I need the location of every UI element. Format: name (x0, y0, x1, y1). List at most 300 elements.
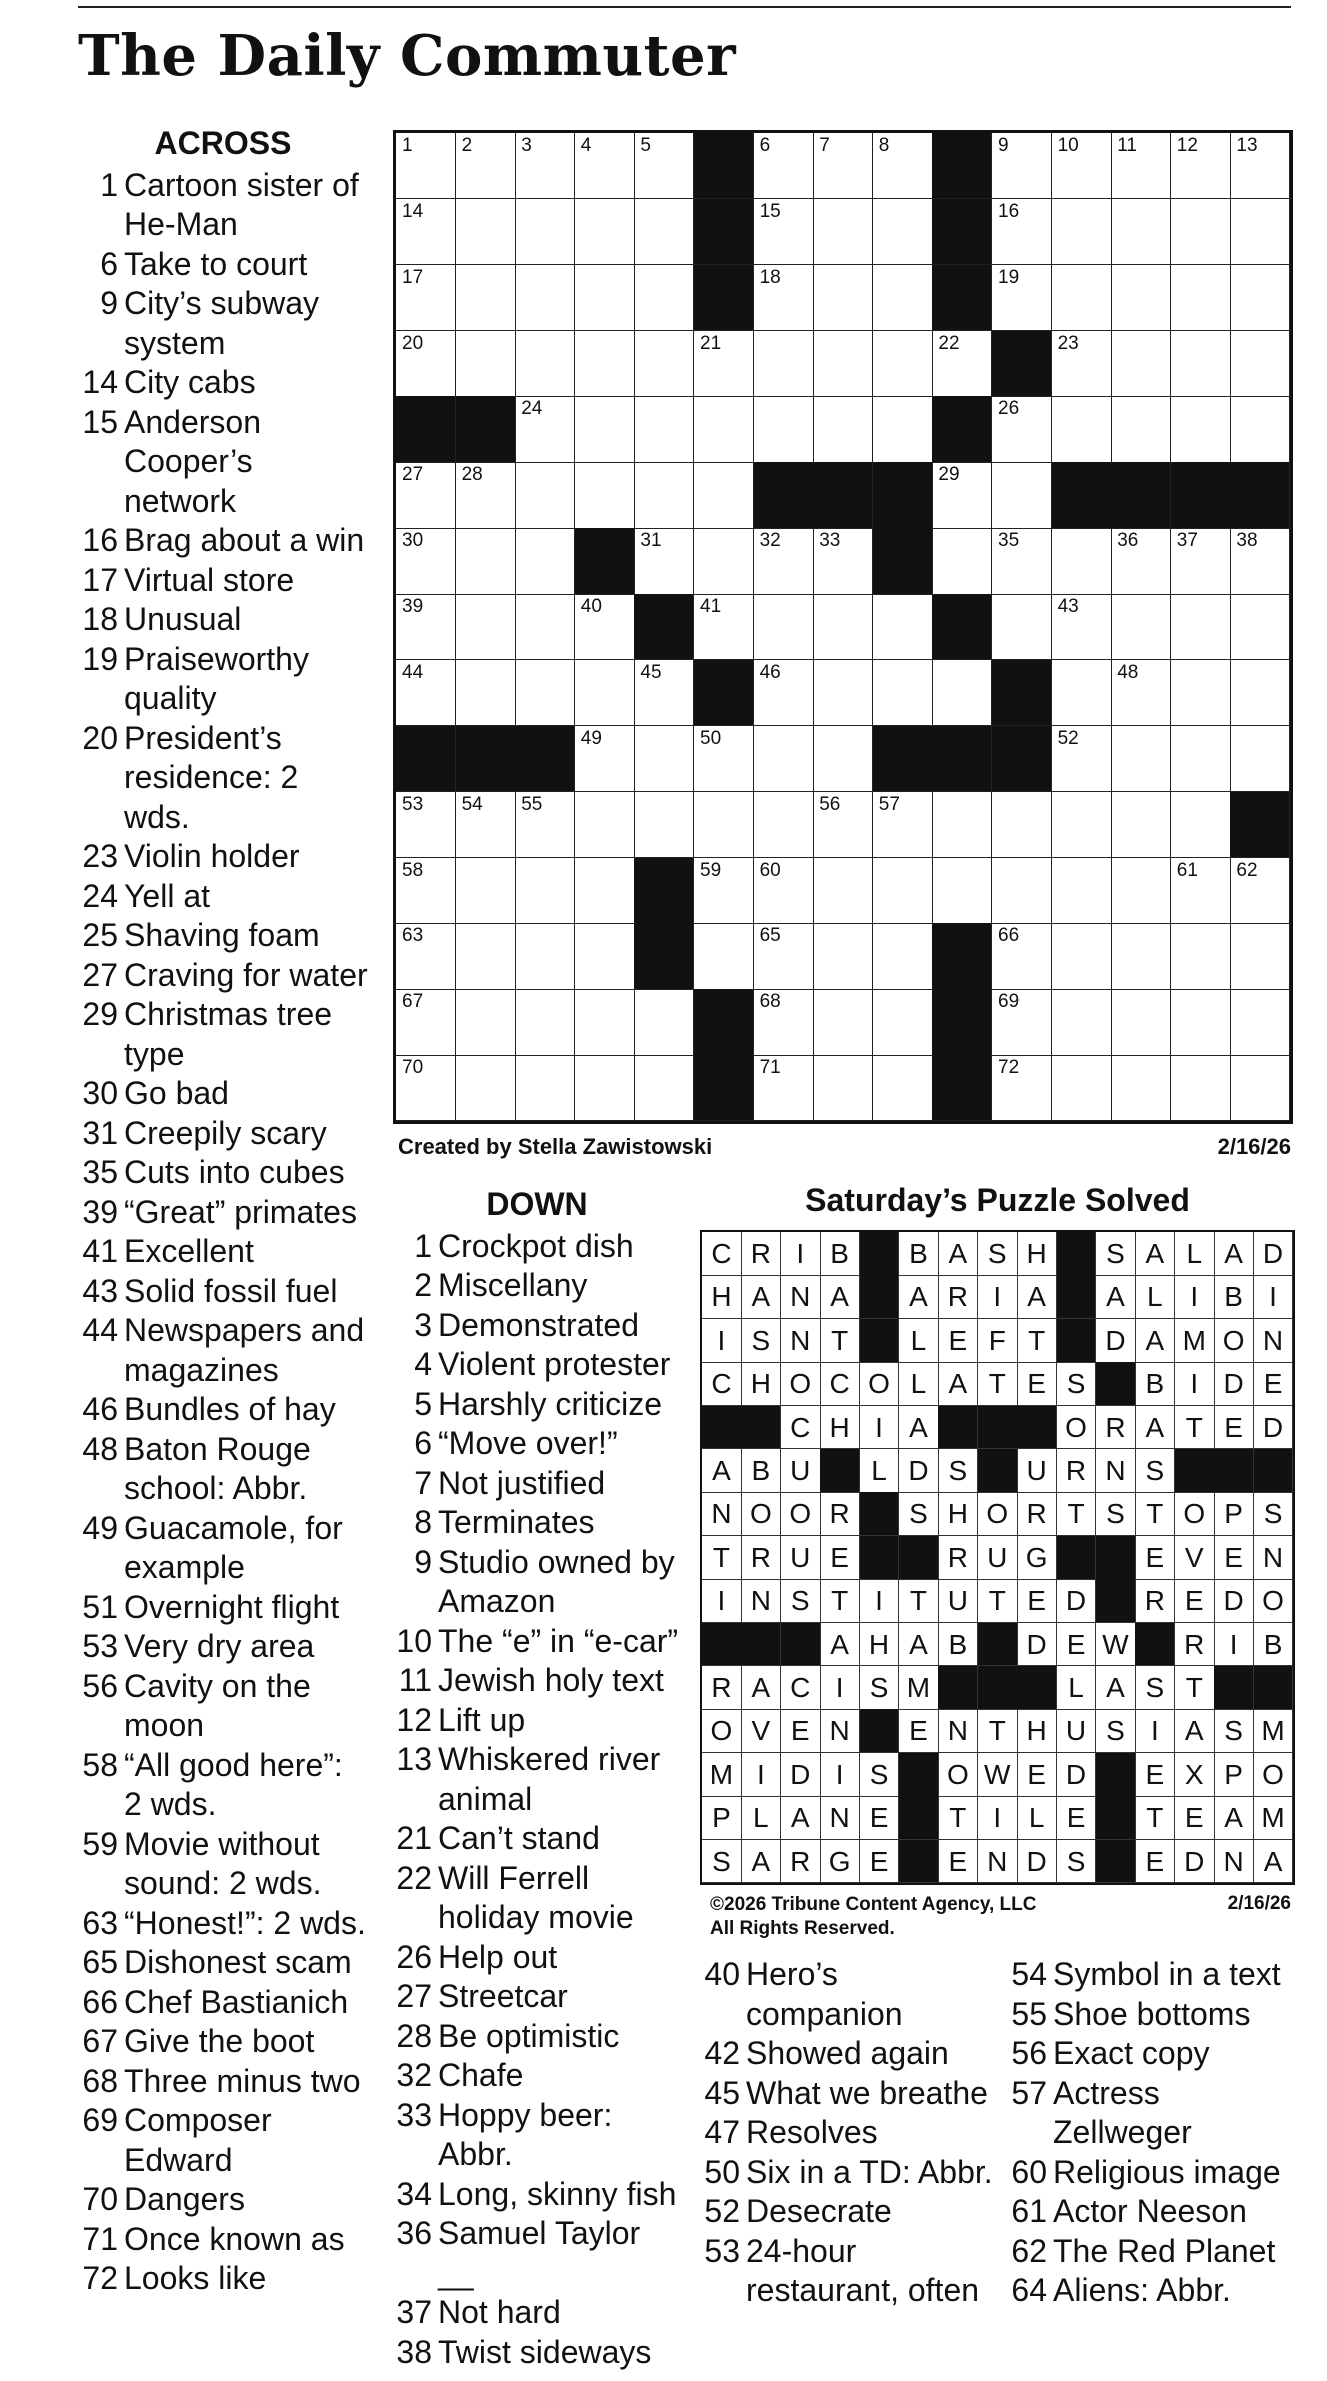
cell-number: 51 (938, 727, 960, 749)
grid-cell (575, 331, 635, 397)
solution-letter: R (1017, 1492, 1057, 1536)
down-clues-continued (700, 1955, 1000, 2311)
solution-black-square (1017, 1666, 1057, 1710)
grid-cell (992, 462, 1052, 528)
grid-cell (694, 594, 754, 660)
black-square (932, 133, 992, 199)
clue-30 (78, 1074, 368, 1114)
clue-number: 11 (398, 1662, 432, 1698)
grid-cell (1171, 331, 1231, 397)
solution-letter: S (1214, 1709, 1254, 1753)
grid-cell (1111, 858, 1171, 924)
grid-cell (396, 923, 456, 989)
clue-number: 46 (82, 1391, 118, 1427)
grid-cell (754, 923, 814, 989)
grid-cell (1052, 1055, 1112, 1121)
grid-cell (813, 660, 873, 726)
grid-cell (813, 133, 873, 199)
grid-cell (515, 660, 575, 726)
grid-cell (456, 528, 516, 594)
black-square (634, 594, 694, 660)
clue-number: 19 (82, 640, 118, 677)
grid-cell (456, 199, 516, 265)
solution-letter: T (978, 1579, 1018, 1623)
clue-number: 27 (396, 1978, 432, 2014)
clue-17 (78, 561, 368, 601)
cell-number: 9 (998, 135, 1009, 156)
grid-cell (456, 133, 516, 199)
cell-number: 15 (759, 200, 781, 222)
cell-number: 11 (1117, 135, 1137, 156)
clue-text: Jewish holy text (438, 1662, 664, 1698)
clue-52 (700, 2192, 1000, 2232)
grid-cell (813, 396, 873, 462)
cell-number: 34 (878, 530, 900, 552)
grid-cell (1052, 858, 1112, 924)
clue-text: Not hard (438, 2294, 561, 2330)
grid-cell (515, 199, 575, 265)
grid-cell (396, 858, 456, 924)
clue-15 (78, 403, 368, 522)
solution-letter: O (741, 1492, 781, 1536)
clue-4 (392, 1345, 682, 1385)
grid-cell (873, 199, 933, 265)
clue-6 (392, 1424, 682, 1464)
cell-number: 30 (402, 530, 424, 552)
solution-letter: A (1096, 1275, 1136, 1319)
black-square (456, 726, 516, 792)
solution-letter: T (820, 1579, 860, 1623)
grid-cell (515, 923, 575, 989)
solution-letter: A (1254, 1840, 1294, 1884)
grid-cell (813, 858, 873, 924)
clue-33 (392, 2096, 682, 2175)
solution-letter: E (938, 1319, 978, 1363)
clue-59 (78, 1825, 368, 1904)
clue-text: Very dry area (124, 1628, 315, 1664)
solution-letter: C (820, 1362, 860, 1406)
clue-text: Three minus two (124, 2062, 361, 2099)
clue-text: Overnight flight (124, 1588, 340, 1625)
grid-cell (575, 923, 635, 989)
grid-cell (1171, 594, 1231, 660)
clue-16 (78, 521, 368, 561)
clue-text: Brag about a win (124, 522, 365, 558)
grid-cell (873, 594, 933, 660)
cell-number: 32 (759, 530, 781, 552)
cell-number: 27 (402, 464, 424, 486)
grid-cell (456, 1055, 516, 1121)
cell-number: 12 (1176, 135, 1198, 156)
grid-cell (1171, 133, 1231, 199)
cell-number: 16 (998, 200, 1020, 222)
cell-number: 49 (580, 727, 602, 749)
clue-63 (78, 1904, 368, 1944)
grid-cell (1171, 923, 1231, 989)
clue-number: 39 (82, 1193, 118, 1230)
solution-letter: A (1175, 1709, 1215, 1753)
grid-cell (396, 462, 456, 528)
solution-letter: R (938, 1275, 978, 1319)
top-rule (78, 6, 1291, 8)
grid-cell (634, 133, 694, 199)
solution-letter: D (1057, 1579, 1097, 1623)
solution-letter: N (1254, 1319, 1294, 1363)
clue-12 (392, 1701, 682, 1741)
solution-letter: S (781, 1579, 821, 1623)
grid-cell (1052, 923, 1112, 989)
grid-cell (634, 528, 694, 594)
clue-5 (392, 1385, 682, 1425)
solution-letter: B (741, 1449, 781, 1493)
black-square (456, 396, 516, 462)
cell-number: 10 (1057, 135, 1079, 156)
clue-text: Movie without sound: 2 wds. (124, 1825, 322, 1901)
clue-text: Be optimistic (438, 2017, 620, 2054)
cell-number: 48 (1117, 661, 1139, 683)
clue-number: 17 (82, 561, 118, 598)
solution-letter: R (1175, 1623, 1215, 1667)
grid-cell (873, 858, 933, 924)
grid-cell (992, 858, 1052, 924)
clue-text: Once known as (124, 2220, 345, 2257)
solution-letter: S (1096, 1492, 1136, 1536)
solution-letter: A (899, 1623, 939, 1667)
clue-text: Baton Rouge school: Abbr. (124, 1430, 311, 1506)
grid-cell (1171, 1055, 1231, 1121)
grid-cell (634, 660, 694, 726)
solution-letter: C (781, 1406, 821, 1450)
solution-letter: S (1135, 1666, 1175, 1710)
cell-number: 3 (521, 135, 532, 156)
down-clues (392, 1185, 682, 2372)
solution-letter: N (781, 1319, 821, 1363)
black-square (932, 199, 992, 265)
cell-number: 67 (402, 991, 424, 1013)
clue-13 (392, 1740, 682, 1819)
solution-black-square (978, 1666, 1018, 1710)
clue-text: Give the boot (124, 2023, 315, 2059)
clue-11 (392, 1661, 682, 1701)
grid-cell (396, 265, 456, 331)
clue-number: 41 (82, 1233, 118, 1269)
solution-letter: E (1135, 1840, 1175, 1884)
solution-letter: R (1057, 1449, 1097, 1493)
grid-cell (992, 989, 1052, 1055)
grid-cell (873, 133, 933, 199)
grid-cell (873, 660, 933, 726)
grid-cell (992, 528, 1052, 594)
grid-cell (1111, 726, 1171, 792)
solution-letter: R (1096, 1406, 1136, 1450)
solution-letter: A (1135, 1232, 1175, 1276)
cell-number: 65 (759, 925, 781, 947)
cell-number: 23 (1057, 332, 1079, 354)
solution-letter: O (860, 1362, 900, 1406)
clue-text: Aliens: Abbr. (1053, 2272, 1231, 2308)
grid-cell (813, 331, 873, 397)
clue-number: 16 (82, 522, 118, 558)
grid-cell (396, 331, 456, 397)
clue-number: 3 (414, 1306, 432, 1343)
clue-21 (392, 1819, 682, 1859)
cell-number: 71 (759, 1057, 781, 1079)
solution-letter: A (1096, 1666, 1136, 1710)
solution-letter: S (860, 1753, 900, 1797)
solution-letter: I (1175, 1275, 1215, 1319)
black-square (1052, 462, 1112, 528)
grid-cell (515, 265, 575, 331)
solution-letter: L (899, 1319, 939, 1363)
clue-text: Cuts into cubes (124, 1154, 345, 1190)
clue-number: 9 (414, 1543, 432, 1580)
clue-65 (78, 1943, 368, 1983)
clue-text: Newspapers and magazines (124, 1312, 365, 1388)
solution-letter: B (899, 1232, 939, 1276)
clue-text: Creepily scary (124, 1114, 327, 1151)
cell-number: 33 (819, 530, 841, 552)
solution-letter: C (781, 1666, 821, 1710)
cell-number: 63 (402, 925, 424, 947)
clue-text: Demonstrated (438, 1306, 639, 1343)
clue-27 (392, 1977, 682, 2017)
clue-60 (1007, 2153, 1307, 2193)
solution-letter: O (702, 1709, 742, 1753)
grid-cell (754, 133, 814, 199)
cell-number: 66 (998, 925, 1020, 947)
grid-cell (813, 528, 873, 594)
solution-letter: I (781, 1232, 821, 1276)
black-square (873, 462, 933, 528)
grid-cell (1230, 923, 1290, 989)
grid-cell (515, 594, 575, 660)
clue-62 (1007, 2232, 1307, 2272)
black-square (694, 1055, 754, 1121)
solution-letter: E (1175, 1579, 1215, 1623)
solution-letter: I (1135, 1709, 1175, 1753)
solution-letter: A (741, 1275, 781, 1319)
solution-black-square (1057, 1319, 1097, 1363)
solution-letter: E (1175, 1796, 1215, 1840)
clue-text: Religious image (1053, 2153, 1281, 2190)
solution-letter: U (781, 1536, 821, 1580)
grid-cell (1171, 792, 1231, 858)
grid-cell (932, 660, 992, 726)
solution-letter: N (938, 1709, 978, 1753)
solution-letter: D (899, 1449, 939, 1493)
clue-number: 5 (414, 1385, 432, 1422)
solution-black-square (899, 1536, 939, 1580)
solution-letter: E (860, 1840, 900, 1884)
cell-number: 38 (1236, 530, 1258, 552)
cell-number: 7 (819, 135, 830, 156)
grid-cell (813, 726, 873, 792)
clue-27 (78, 956, 368, 996)
cell-number: 50 (700, 727, 722, 749)
solution-letter: I (820, 1666, 860, 1710)
cell-number: 24 (521, 398, 543, 420)
solution-letter: T (1175, 1666, 1215, 1710)
clue-number: 27 (82, 956, 118, 993)
grid-cell (456, 660, 516, 726)
clue-number: 6 (414, 1425, 432, 1461)
grid-cell (1171, 199, 1231, 265)
grid-cell (992, 133, 1052, 199)
grid-cell (575, 396, 635, 462)
grid-cell (992, 594, 1052, 660)
clue-number: 37 (396, 2294, 432, 2330)
solution-letter: O (978, 1492, 1018, 1536)
solution-letter: T (899, 1579, 939, 1623)
clue-number: 56 (82, 1667, 118, 1704)
solution-letter: T (978, 1709, 1018, 1753)
clue-number: 42 (704, 2035, 740, 2071)
solution-letter: N (1096, 1449, 1136, 1493)
solution-black-square (899, 1796, 939, 1840)
clue-20 (78, 719, 368, 838)
solution-letter: D (1214, 1362, 1254, 1406)
solution-black-square (1096, 1579, 1136, 1623)
copyright (710, 1893, 1037, 1941)
cell-number: 20 (402, 332, 424, 354)
solution-black-square (978, 1623, 1018, 1667)
solution-grid (700, 1230, 1295, 1885)
black-square (873, 528, 933, 594)
clue-number: 20 (82, 719, 118, 756)
clue-text: “Great” primates (124, 1193, 357, 1230)
solution-letter: O (1254, 1753, 1294, 1797)
black-square (694, 133, 754, 199)
grid-cell (515, 1055, 575, 1121)
grid-cell (754, 528, 814, 594)
cell-number: 46 (759, 661, 781, 683)
clue-46 (78, 1390, 368, 1430)
cell-number: 14 (402, 200, 424, 222)
clue-number: 2 (414, 1267, 432, 1303)
clue-text: “All good here”: 2 wds. (124, 1746, 343, 1822)
solution-letter: M (1175, 1319, 1215, 1363)
clue-text: Can’t stand (438, 1820, 600, 1856)
solution-letter: T (820, 1319, 860, 1363)
solution-letter: R (781, 1840, 821, 1884)
solution-letter: M (702, 1753, 742, 1797)
grid-cell (1171, 858, 1231, 924)
grid-cell (1171, 660, 1231, 726)
black-square (694, 989, 754, 1055)
grid-cell (873, 331, 933, 397)
grid-cell (992, 265, 1052, 331)
cell-number: 17 (402, 266, 424, 288)
grid-cell (873, 923, 933, 989)
copyright-line-2: All Rights Reserved. (710, 1918, 895, 1939)
grid-cell (456, 858, 516, 924)
clue-text: Praiseworthy quality (124, 640, 309, 716)
solution-letter: E (860, 1796, 900, 1840)
grid-cell (575, 133, 635, 199)
solution-letter: L (1017, 1796, 1057, 1840)
grid-cell (1111, 660, 1171, 726)
clue-number: 30 (82, 1075, 118, 1111)
clue-69 (78, 2101, 368, 2180)
solution-letter: T (1017, 1319, 1057, 1363)
solution-letter: H (938, 1492, 978, 1536)
clue-number: 53 (82, 1628, 118, 1664)
solution-letter: D (1096, 1319, 1136, 1363)
clue-9 (392, 1543, 682, 1622)
clue-53 (700, 2232, 1000, 2311)
clue-text: The Red Planet (1053, 2232, 1276, 2269)
cell-number: 26 (998, 398, 1020, 420)
clue-70 (78, 2180, 368, 2220)
clue-text: Guacamole, for example (124, 1509, 343, 1585)
clue-55 (1007, 1995, 1307, 2035)
clue-text: Symbol in a text (1053, 1956, 1281, 1992)
clue-53 (78, 1627, 368, 1667)
clue-text: Dishonest scam (124, 1944, 352, 1980)
clue-67 (78, 2022, 368, 2062)
solution-letter: V (1175, 1536, 1215, 1580)
clue-text: Anderson Cooper’s network (124, 403, 261, 519)
cell-number: 64 (640, 925, 662, 947)
cell-number: 31 (640, 530, 662, 552)
grid-cell (992, 792, 1052, 858)
cell-number: 35 (998, 530, 1020, 552)
cell-number: 69 (998, 991, 1020, 1013)
clue-number: 21 (396, 1820, 432, 1856)
solution-letter: A (741, 1666, 781, 1710)
black-square (813, 462, 873, 528)
clue-72 (78, 2259, 368, 2299)
solution-letter: B (1214, 1275, 1254, 1319)
solution-letter: T (1135, 1796, 1175, 1840)
clue-text: Christmas tree type (124, 996, 333, 1072)
clue-number: 55 (1011, 1995, 1047, 2032)
clue-text: City cabs (124, 364, 256, 400)
grid-cell (813, 594, 873, 660)
grid-cell (1230, 726, 1290, 792)
solution-letter: C (702, 1362, 742, 1406)
solution-letter: A (1135, 1319, 1175, 1363)
grid-cell (396, 133, 456, 199)
clue-number: 31 (82, 1114, 118, 1151)
solution-letter: S (899, 1492, 939, 1536)
clue-48 (78, 1430, 368, 1509)
clue-text: The “e” in “e-car” (438, 1622, 679, 1659)
clue-7 (392, 1464, 682, 1504)
solution-letter: L (1175, 1232, 1215, 1276)
solution-letter: L (741, 1796, 781, 1840)
grid-cell (634, 331, 694, 397)
crossword-grid (393, 130, 1293, 1124)
black-square (754, 462, 814, 528)
clue-number: 50 (704, 2153, 740, 2190)
clue-23 (78, 837, 368, 877)
grid-cell (396, 1055, 456, 1121)
cell-number: 62 (1236, 859, 1258, 881)
solution-letter: A (938, 1362, 978, 1406)
clue-number: 10 (396, 1622, 432, 1659)
solution-letter: I (820, 1753, 860, 1797)
grid-cell (813, 265, 873, 331)
black-square (634, 923, 694, 989)
grid-cell (575, 726, 635, 792)
clue-text: Studio owned by Amazon (438, 1543, 675, 1619)
solution-black-square (860, 1709, 900, 1753)
grid-cell (396, 199, 456, 265)
grid-cell (456, 989, 516, 1055)
clue-number: 53 (704, 2232, 740, 2269)
solution-letter: D (1017, 1623, 1057, 1667)
